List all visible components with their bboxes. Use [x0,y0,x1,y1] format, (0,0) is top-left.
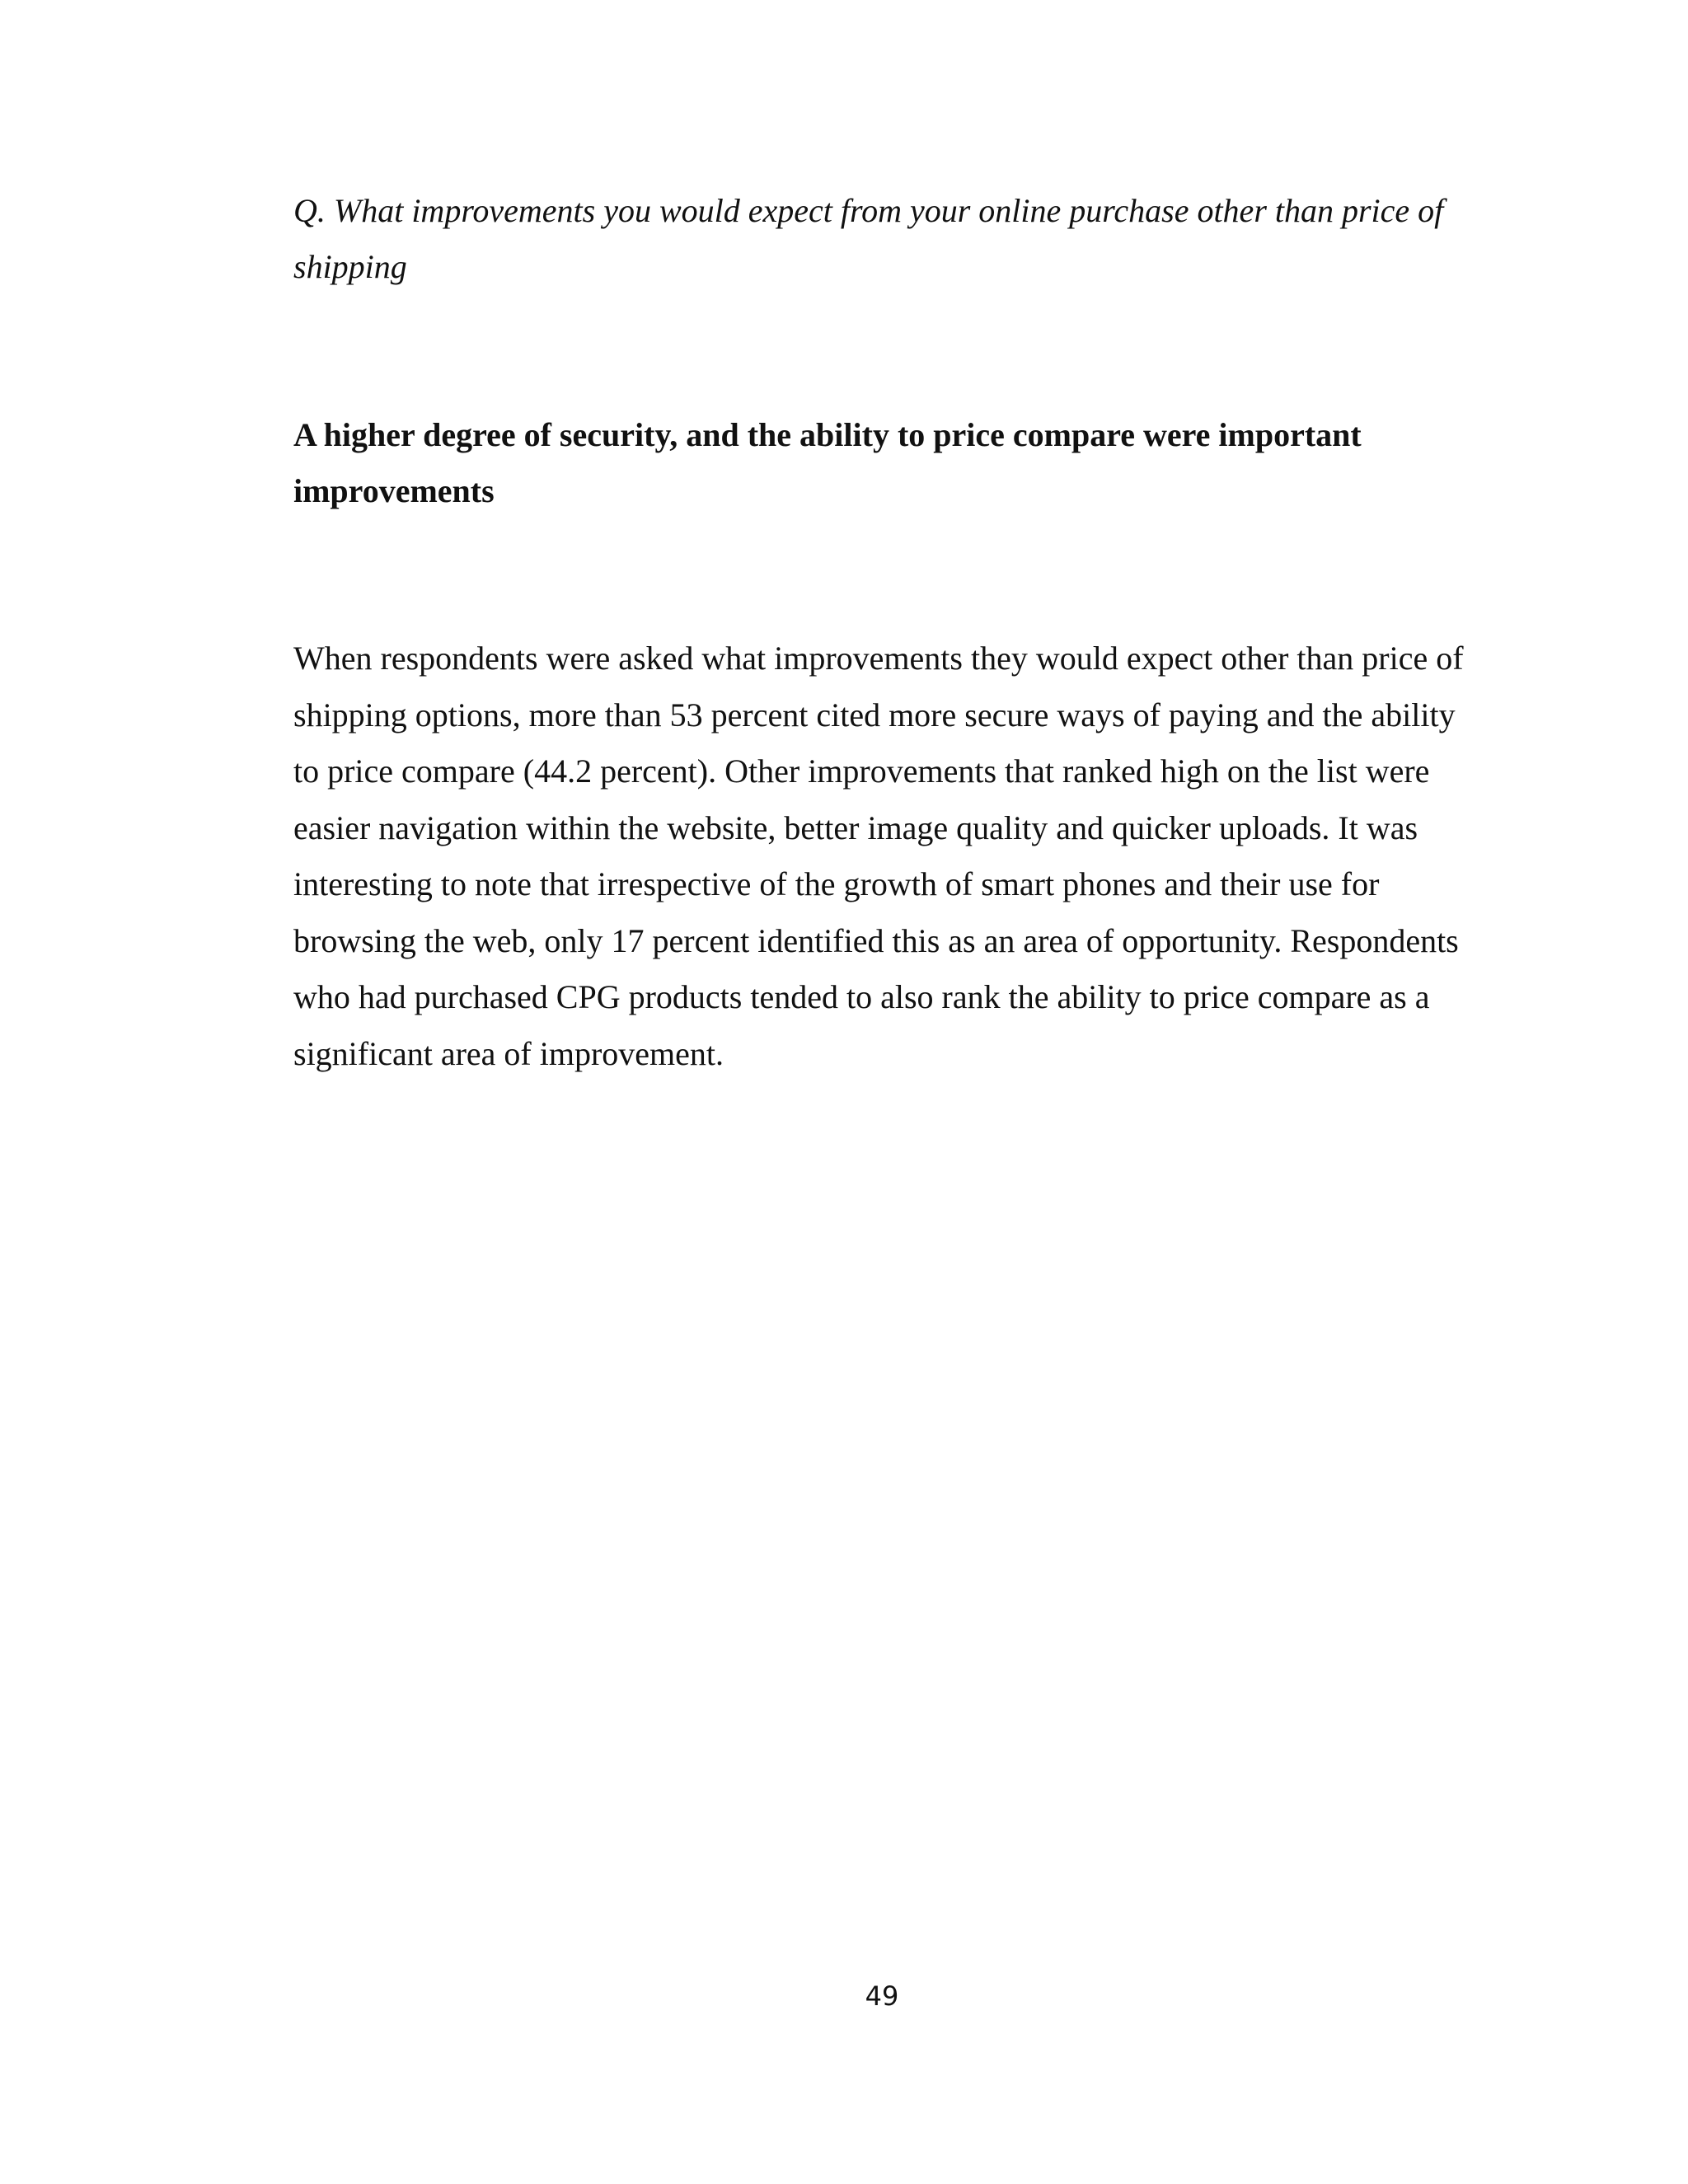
page-number: 49 [865,1980,899,2012]
section-heading: A higher degree of security, and the ability to price compare were important improvements [293,416,1362,509]
body-paragraph: When respondents were asked what improvements they would expect other than price of shipping options, more than 53 percent cited more secure ways of paying and the ability to price compare (44.2 percent). Other improvements that ranked high on the list were easier navigation within the website, better image quality and quicker uploads. It was interesting to note that irrespective of the growth of smart phones and their use for browsing the web, only 17 percent identified this as an area of opportunity. Respondents who had purchased CPG products tended to also rank the ability to price compare as a significant area of improvement. [293,640,1464,1072]
survey-question: Q. What improvements you would expect from your online purchase other than price of shipping [293,192,1444,285]
